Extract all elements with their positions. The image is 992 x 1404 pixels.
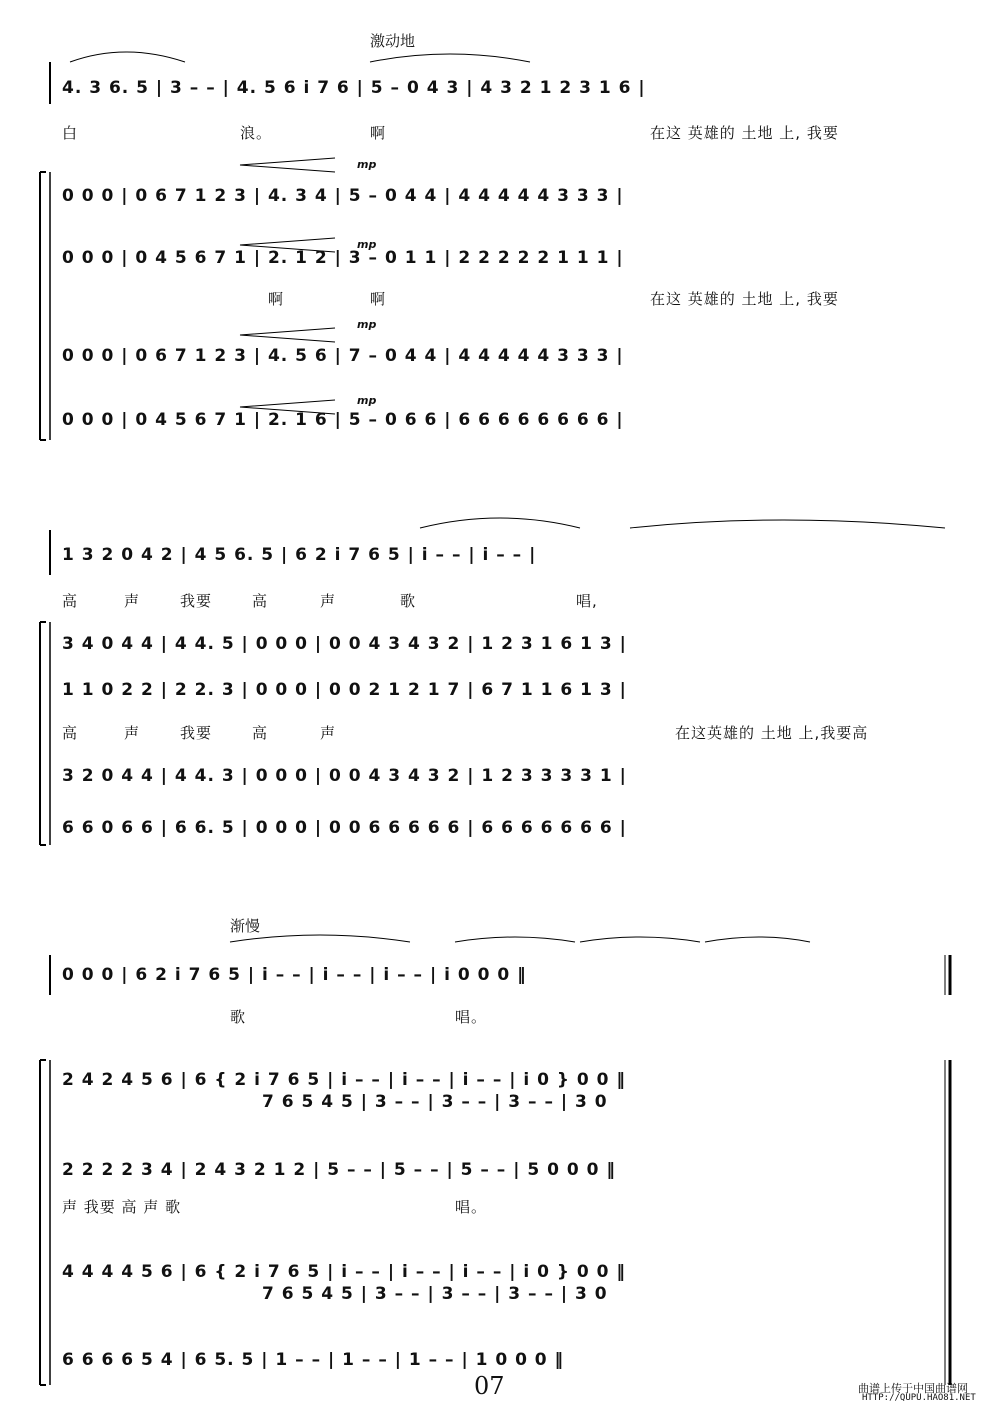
lyric: 唱, [576, 592, 598, 610]
tempo-excited: 激动地 [370, 32, 416, 50]
lyric: 啊 [268, 290, 285, 308]
lyric: 唱。 [455, 1198, 488, 1216]
lyric: 在这 英雄的 土地 上, 我要 [650, 124, 839, 142]
lyric: 我要 [180, 724, 213, 742]
system2-voice1: 3 4 0 4 4 | 4 4. 5 | 0 0 0 | 0 0 4 3 4 3 2 | 1 2 3 1 6 1 3 | [62, 634, 627, 654]
lyric: 高 [62, 724, 79, 742]
lyric: 在这英雄的 土地 上,我要高 [675, 724, 869, 742]
system2-voice3: 3 2 0 4 4 | 4 4. 3 | 0 0 0 | 0 0 4 3 4 3 2 | 1 2 3 3 3 3 1 | [62, 766, 627, 786]
lyric: 声 [320, 724, 337, 742]
system3-solo: 0 0 0 | 6 2 i 7 6 5 | i – – | i – – | i – – | i 0 0 0 ‖ [62, 965, 527, 985]
lyric: 唱。 [455, 1008, 488, 1026]
lyric: 声 [320, 592, 337, 610]
system2-solo: 1 3 2 0 4 2 | 4 5 6. 5 | 6 2 i 7 6 5 | i – – | i – – | [62, 545, 537, 565]
page-number: 07 [474, 1372, 505, 1400]
system3-voice1-lower: 7 6 5 4 5 | 3 – – | 3 – – | 3 – – | 3 0 [262, 1092, 608, 1112]
lyric: 声 我要 高 声 歌 [62, 1198, 182, 1216]
dynamic-mp: mp [357, 318, 377, 331]
lyric: 声 [124, 724, 141, 742]
system2-voice2: 1 1 0 2 2 | 2 2. 3 | 0 0 0 | 0 0 2 1 2 1 7 | 6 7 1 1 6 1 3 | [62, 680, 627, 700]
system1-voice4: 0 0 0 | 0 4 5 6 7 1 | 2. 1 6 | 5 – 0 6 6 | 6 6 6 6 6 6 6 6 | [62, 410, 624, 430]
dynamic-mp: mp [357, 394, 377, 407]
lyric: 我要 [180, 592, 213, 610]
dynamic-mp: mp [357, 238, 377, 251]
system3-voice4: 6 6 6 6 5 4 | 6 5. 5 | 1 – – | 1 – – | 1 – – | 1 0 0 0 ‖ [62, 1350, 565, 1370]
watermark-site: 曲谱上传于中国曲谱网 [858, 1382, 968, 1395]
lyric: 高 [252, 592, 269, 610]
lyric: 啊 [370, 290, 387, 308]
watermark-url: HTTP://QUPU.HAO81.NET [862, 1393, 976, 1403]
system3-voice1: 2 4 2 4 5 6 | 6 { 2 i 7 6 5 | i – – | i – – | i – – | i 0 } 0 0 ‖ [62, 1070, 626, 1090]
tempo-slowing: 渐慢 [230, 917, 261, 935]
lyric: 歌 [400, 592, 417, 610]
lyric: 歌 [230, 1008, 247, 1026]
system1-voice1: 0 0 0 | 0 6 7 1 2 3 | 4. 3 4 | 5 – 0 4 4 | 4 4 4 4 4 3 3 3 | [62, 186, 624, 206]
system1-solo: 4. 3 6. 5 | 3 – – | 4. 5 6 i 7 6 | 5 – 0 4 3 | 4 3 2 1 2 3 1 6 | [62, 78, 646, 98]
dynamic-mp: mp [357, 158, 377, 171]
system1-voice3: 0 0 0 | 0 6 7 1 2 3 | 4. 5 6 | 7 – 0 4 4 | 4 4 4 4 4 3 3 3 | [62, 346, 624, 366]
system2-voice4: 6 6 0 6 6 | 6 6. 5 | 0 0 0 | 0 0 6 6 6 6 6 | 6 6 6 6 6 6 6 | [62, 818, 627, 838]
system3-voice3: 4 4 4 4 5 6 | 6 { 2 i 7 6 5 | i – – | i – – | i – – | i 0 } 0 0 ‖ [62, 1262, 626, 1282]
lyric: 浪。 [240, 124, 273, 142]
lyric: 高 [252, 724, 269, 742]
lyric: 高 [62, 592, 79, 610]
lyric: 啊 [370, 124, 387, 142]
lyric: 在这 英雄的 土地 上, 我要 [650, 290, 839, 308]
system1-voice2: 0 0 0 | 0 4 5 6 7 1 | 2. 1 2 | 3 – 0 1 1 | 2 2 2 2 2 1 1 1 | [62, 248, 624, 268]
system3-voice2: 2 2 2 2 3 4 | 2 4 3 2 1 2 | 5 – – | 5 – – | 5 – – | 5 0 0 0 ‖ [62, 1160, 616, 1180]
lyric: 声 [124, 592, 141, 610]
system3-voice3-lower: 7 6 5 4 5 | 3 – – | 3 – – | 3 – – | 3 0 [262, 1284, 608, 1304]
lyric: 白 [62, 124, 79, 142]
